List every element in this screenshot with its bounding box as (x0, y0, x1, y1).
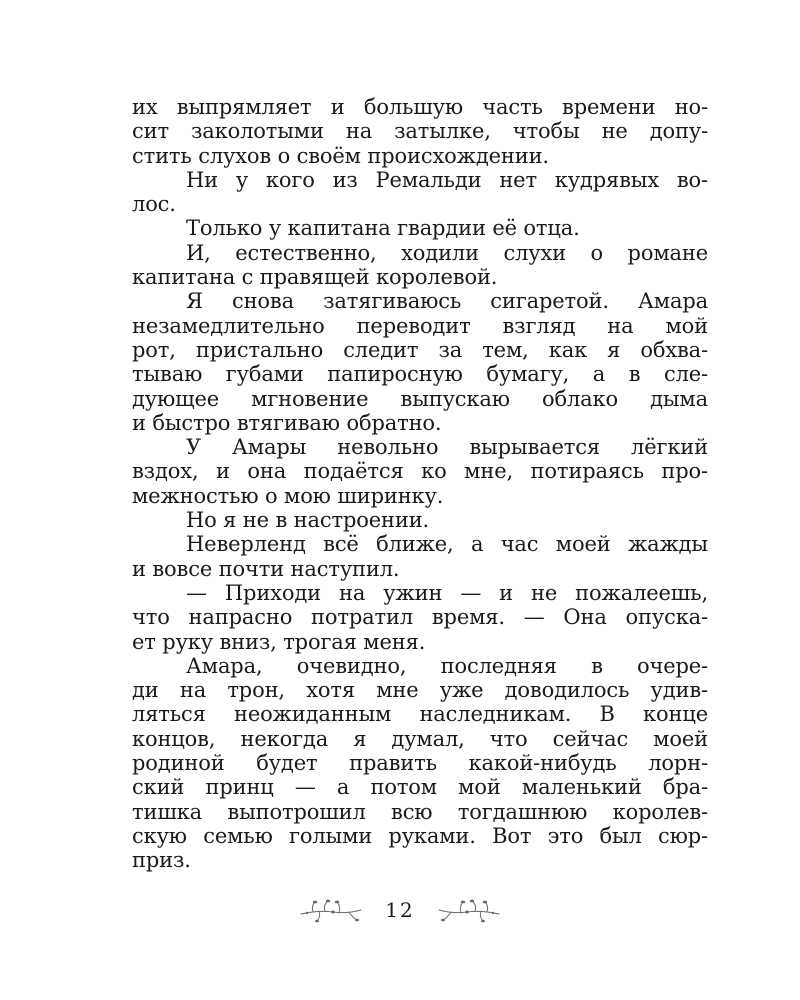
text-line: приз. (132, 848, 191, 873)
text-line: лос. (132, 192, 176, 217)
text-line: рот, пристально следит за тем, как я обхва- (132, 337, 708, 362)
page-footer (0, 890, 800, 930)
text-line: ляться неожиданным наследникам. В конце (132, 702, 708, 727)
text-line: тываю губами папиросную бумагу, а в сле- (132, 362, 708, 387)
text-line: вздох, и она подаётся ко мне, потираясь про- (132, 459, 708, 484)
text-line: что напрасно потратил время. — Она опуска- (132, 605, 708, 630)
text-line: Ни у кого из Ремальди нет кудрявых во- (186, 167, 708, 192)
text-line: Я снова затягиваюсь сигаретой. Амара (186, 289, 708, 314)
page-number: 12 (385, 898, 415, 922)
text-line: дующее мгновение выпускаю облако дыма (132, 386, 708, 411)
text-line: тишка выпотрошил всю тогдашнюю королев- (132, 799, 708, 824)
text-line: — Приходи на ужин — и не пожалеешь, (186, 580, 708, 605)
text-line: Но я не в настроении. (186, 508, 430, 533)
text-line: У Амары невольно вырывается лёгкий (186, 435, 708, 460)
floral-ornament-icon (437, 896, 501, 924)
text-line: незамедлительно переводит взгляд на мой (132, 313, 708, 338)
text-line: капитана с правящей королевой. (132, 265, 498, 290)
text-line: и вовсе почти наступил. (132, 556, 400, 581)
text-line: их выпрямляет и большую часть времени но- (132, 95, 708, 119)
text-line: скую семью голыми руками. Вот это был сюр- (132, 823, 708, 848)
text-line: ский принц — а потом мой маленький бра- (132, 775, 708, 800)
text-line: концов, некогда я думал, что сейчас моей (132, 726, 708, 751)
floral-ornament-icon (299, 896, 363, 924)
text-line: Амара, очевидно, последняя в очере- (186, 653, 708, 678)
body-text (132, 95, 708, 873)
text-line: родиной будет править какой-нибудь лорн- (132, 751, 708, 776)
text-line: Только у капитана гвардии её отца. (186, 216, 580, 241)
text-line: ди на трон, хотя мне уже доводилось удив- (132, 678, 708, 703)
text-line: и быстро втягиваю обратно. (132, 410, 442, 435)
text-line: ет руку вниз, трогая меня. (132, 629, 426, 654)
text-line: стить слухов о своём происхождении. (132, 143, 549, 168)
text-line: сит заколотыми на затылке, чтобы не допу- (132, 119, 708, 144)
text-line: И, естественно, ходили слухи о романе (186, 240, 708, 265)
text-line: Неверленд всё ближе, а час моей жажды (186, 532, 708, 557)
text-line: межностью о мою ширинку. (132, 483, 444, 508)
